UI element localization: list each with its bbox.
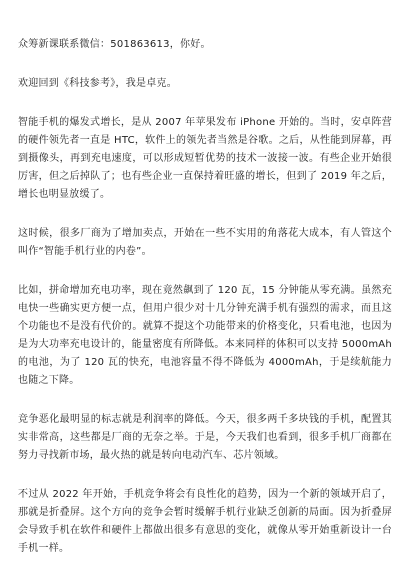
paragraph-charging: 比如，拼命增加充电功率，现在竟然飙到了 120 瓦，15 分钟能从零充满。虽然充电快一些确实更方便一点，但用户很少对十几分钟充满手机有强烈的需求，而且这个功能也不是没有代价的。就算不提这个功能带来的价格变化，只看电池，也因为是为大功率充电设计的，能量密度有所降低。本来同样的体积可以支持 5000mAh 的电池，为了 120 瓦的快充，电池容量不得不降低为 4000mAh，于是续航能力也随之下降。 xyxy=(18,285,392,386)
paragraph-history: 智能手机的爆发式增长，是从 2007 年苹果发布 iPhone 开始的。当时，安卓阵营的硬件领先者一直是 HTC，软件上的领先者当然是谷歌。之后，从性能到屏幕，再到摄像头，再到充电速度，可以形成短暂优势的技术一波接一波。有些企业开始很厉害，但之后掉队了；也有些企业一直保持着旺盛的增长，但到了 2019 年之后，增长也明显放缓了。 xyxy=(18,117,392,200)
contact-line: 众筹新课联系微信：501863613，你好。 xyxy=(18,39,211,50)
greeting-line: 欢迎回到《科技参考》，我是卓克。 xyxy=(18,78,177,89)
paragraph-competition: 竞争恶化最明显的标志就是利润率的降低。今天，很多两千多块钱的手机，配置其实非常高，这些都是厂商的无奈之举。于是，今天我们也看到，很多手机厂商都在努力寻找新市场，最火热的就是转向电动汽车、芯片领域。 xyxy=(18,414,392,461)
paragraph-involution: 这时候，很多厂商为了增加卖点，开始在一些不实用的角落花大成本，有人管这个叫作“智能手机行业的内卷”。 xyxy=(18,228,392,257)
paragraph-foldable: 不过从 2022 年开始，手机竞争将会有良性化的趋势，因为一个新的领域开启了，那就是折叠屏。这个方向的竞争会暂时缓解手机行业缺乏创新的局面。因为折叠屏会导致手机在软件和硬件上都做出很多有意思的变化，就像从零开始重新设计一台手机一样。 xyxy=(18,489,392,554)
